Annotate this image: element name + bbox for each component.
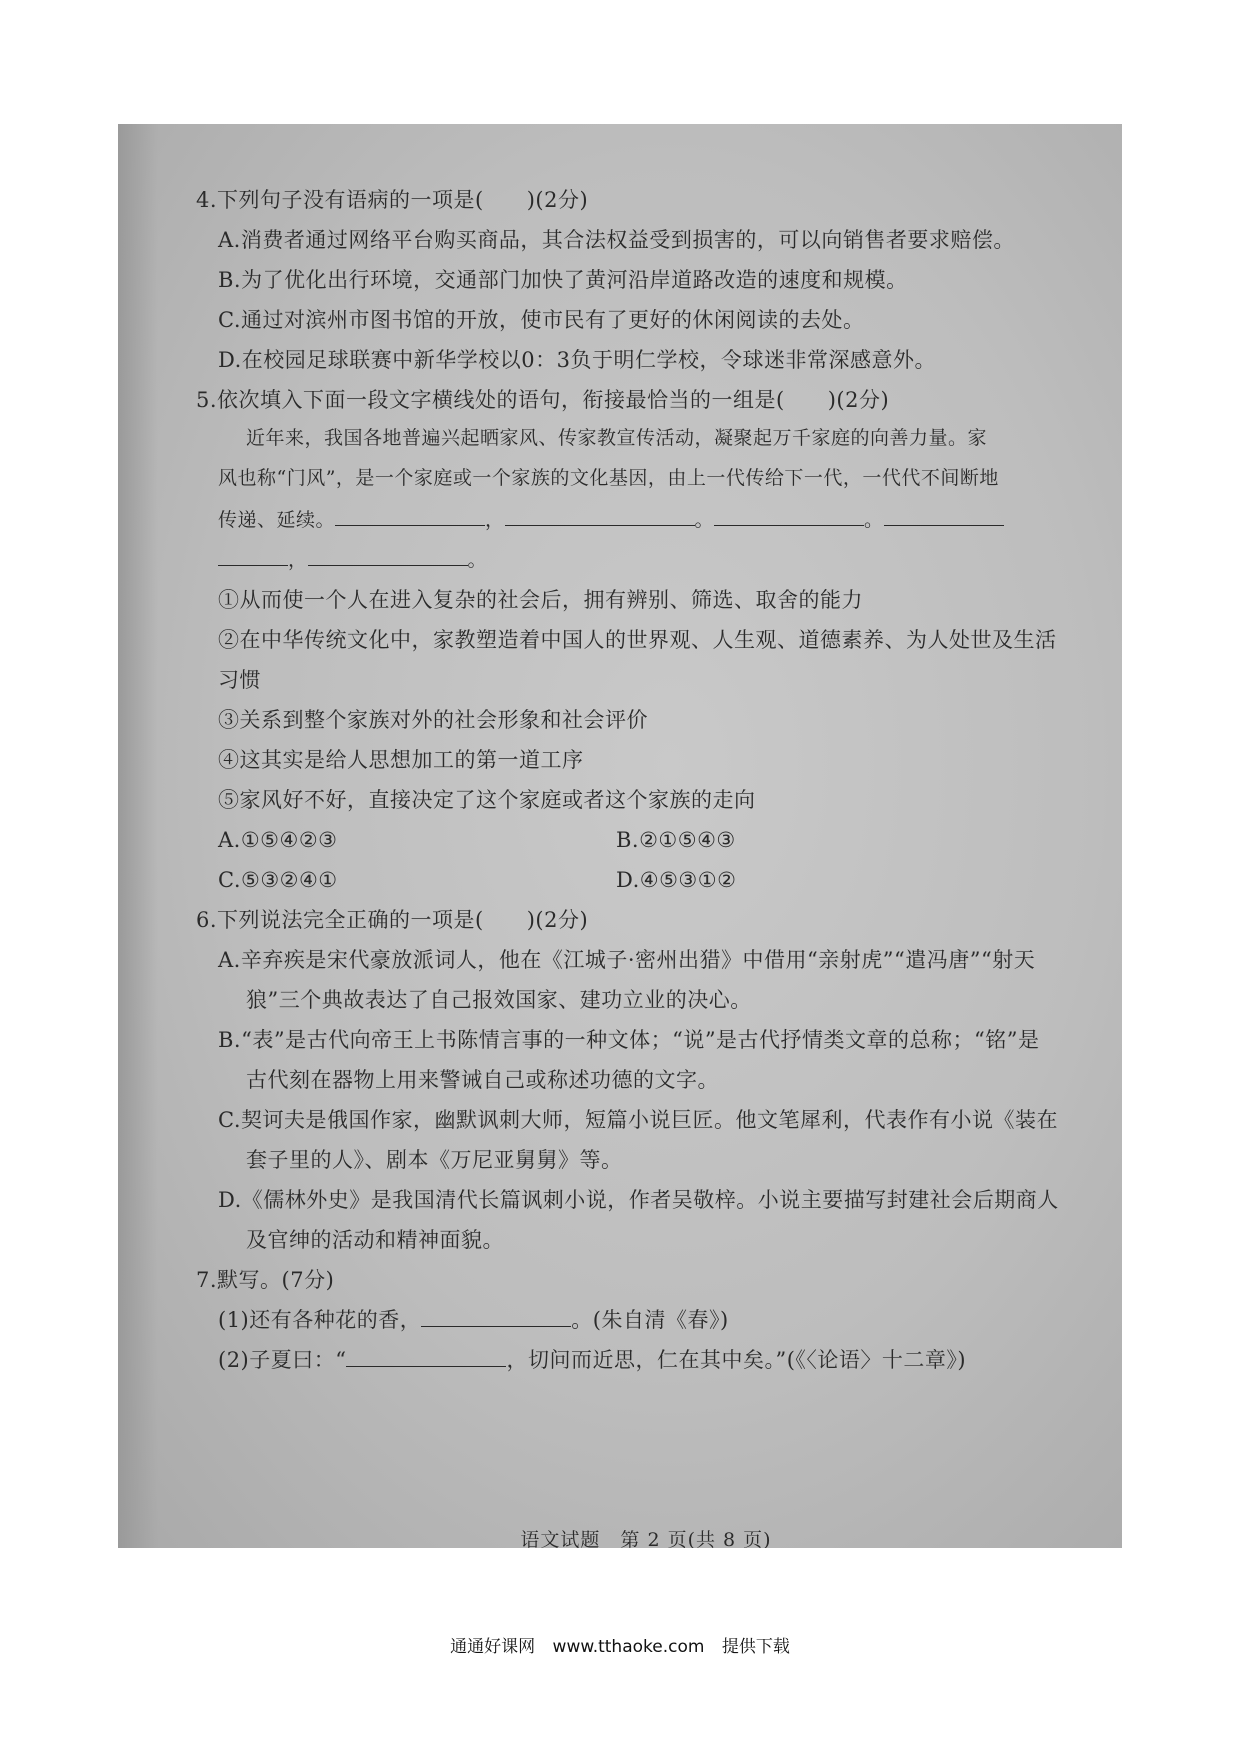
question-5-choice-c: C.⑤③②④① <box>218 868 338 892</box>
question-5-sentence-4: ④这其实是给人思想加工的第一道工序 <box>218 748 584 772</box>
question-6-option-d-cont: 及官绅的活动和精神面貌。 <box>246 1228 504 1252</box>
question-5-sentence-2: ②在中华传统文化中，家教塑造着中国人的世界观、人生观、道德素养、为人处世及生活 <box>218 628 1057 652</box>
question-5-passage-line-1: 近年来，我国各地普遍兴起晒家风、传家教宣传活动，凝聚起万千家庭的向善力量。家 <box>246 427 988 449</box>
question-6-option-c: C.契诃夫是俄国作家，幽默讽刺大师，短篇小说巨匠。他文笔犀利，代表作有小说《装在 <box>218 1108 1058 1132</box>
exam-page-number: 语文试题 第 2 页(共 8 页) <box>520 1529 772 1548</box>
question-6-stem: 6.下列说法完全正确的一项是( )(2分) <box>196 908 589 932</box>
question-7-item-2-suffix: ，切问而近思，仁在其中矣。”(《〈论语〉十二章》) <box>506 1348 967 1372</box>
question-7-stem: 7.默写。(7分) <box>196 1268 335 1292</box>
question-5-sentence-2-cont: 习惯 <box>218 668 261 692</box>
site-name: 通通好课网 <box>450 1637 536 1657</box>
answer-blank[interactable] <box>505 508 695 526</box>
answer-blank[interactable] <box>218 548 288 566</box>
question-5-sentence-1: ①从而使一个人在进入复杂的社会后，拥有辨别、筛选、取舍的能力 <box>218 588 863 612</box>
question-7-item-2 <box>218 1348 966 1372</box>
answer-blank[interactable] <box>308 548 468 566</box>
question-6-option-c-cont: 套子里的人》、剧本《万尼亚舅舅》等。 <box>246 1148 623 1172</box>
exam-page-photo <box>118 124 1122 1548</box>
question-5-passage-prefix: 传递、延续。 <box>218 509 336 531</box>
question-5-choice-a: A.①⑤④②③ <box>218 828 338 852</box>
question-4-option-a: A.消费者通过网络平台购买商品，其合法权益受到损害的，可以向销售者要求赔偿。 <box>218 228 1015 252</box>
question-6-option-d: D.《儒林外史》是我国清代长篇讽刺小说，作者吴敬梓。小说主要描写封建社会后期商人 <box>218 1188 1059 1212</box>
question-7-item-1-suffix: 。(朱自清《春》) <box>571 1308 729 1332</box>
question-5-sentence-5: ⑤家风好不好，直接决定了这个家庭或者这个家族的走向 <box>218 788 756 812</box>
answer-blank[interactable] <box>346 1349 506 1367</box>
question-5-choice-d: D.④⑤③①② <box>616 868 737 892</box>
answer-blank[interactable] <box>335 508 485 526</box>
question-7-item-1-prefix: (1)还有各种花的香， <box>218 1308 422 1332</box>
question-7-item-2-prefix: (2)子夏曰：“ <box>218 1348 347 1372</box>
question-5-passage-line-3: 传递、延续。 ， 。 。 <box>218 508 1004 532</box>
question-5-sentence-3: ③关系到整个家族对外的社会形象和社会评价 <box>218 708 648 732</box>
question-6-option-a-cont: 狼”三个典故表达了自己报效国家、建功立业的决心。 <box>246 988 752 1012</box>
question-5-choice-b: B.②①⑤④③ <box>616 828 736 852</box>
question-6-option-a: A.辛弃疾是宋代豪放派词人，他在《江城子·密州出猎》中借用“亲射虎”“遣冯唐”“射天 <box>218 948 1036 972</box>
site-url-link[interactable]: www.tthaoke.com <box>552 1637 705 1657</box>
download-footer <box>0 1632 1240 1657</box>
answer-blank[interactable] <box>714 508 864 526</box>
question-6-option-b: B.“表”是古代向帝王上书陈情言事的一种文体；“说”是古代抒情类文章的总称；“铭”是 <box>218 1028 1040 1052</box>
question-4-option-c: C.通过对滨州市图书馆的开放，使市民有了更好的休闲阅读的去处。 <box>218 308 865 332</box>
question-5-stem: 5.依次填入下面一段文字横线处的语句，衔接最恰当的一组是( )(2分) <box>196 388 890 412</box>
answer-blank[interactable] <box>421 1309 571 1327</box>
download-text: 提供下载 <box>721 1637 790 1657</box>
question-4-option-b: B.为了优化出行环境，交通部门加快了黄河沿岸道路改造的速度和规模。 <box>218 268 908 292</box>
question-5-passage-line-4: ， 。 <box>218 548 487 572</box>
question-6-option-b-cont: 古代刻在器物上用来警诫自己或称述功德的文字。 <box>246 1068 719 1092</box>
question-5-passage-line-2: 风也称“门风”，是一个家庭或一个家族的文化基因，由上一代传给下一代，一代代不间断地 <box>218 467 999 489</box>
question-4-option-d: D.在校园足球联赛中新华学校以0：3负于明仁学校，令球迷非常深感意外。 <box>218 348 936 372</box>
question-7-item-1 <box>218 1308 729 1332</box>
question-4-stem: 4.下列句子没有语病的一项是( )(2分) <box>196 188 589 212</box>
answer-blank[interactable] <box>884 508 1004 526</box>
